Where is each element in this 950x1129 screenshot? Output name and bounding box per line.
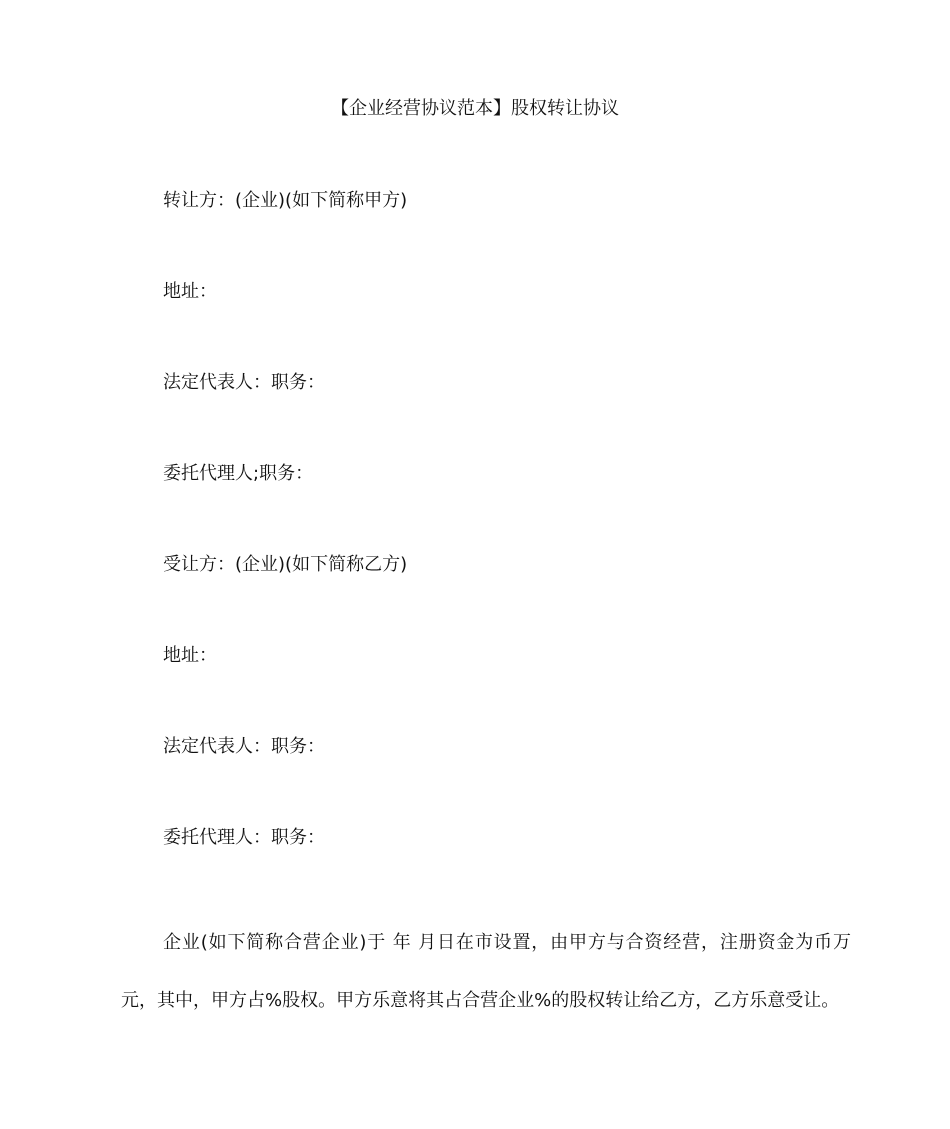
transferee-legal-rep-line: 法定代表人：职务：	[163, 736, 325, 757]
transferor-line: 转让方：(企业)(如下简称甲方)	[163, 190, 408, 211]
body-paragraph: 企业(如下简称合营企业)于 年 月日在市设置，由甲方与合资经营，注册资金为币万元，其中，甲方占%股权。甲方乐意将其占合营企业%的股权转让给乙方，乙方乐意受让。	[121, 932, 851, 1011]
transferor-legal-rep-line: 法定代表人：职务：	[163, 372, 325, 393]
transferee-agent-line: 委托代理人：职务：	[163, 827, 325, 848]
document-title: 【企业经营协议范本】股权转让协议	[331, 98, 619, 119]
transferee-address-line: 地址：	[163, 645, 217, 666]
transferor-agent-line: 委托代理人;职务：	[163, 463, 314, 484]
transferor-address-line: 地址：	[163, 281, 217, 302]
transferee-line: 受让方：(企业)(如下简称乙方)	[163, 554, 408, 575]
